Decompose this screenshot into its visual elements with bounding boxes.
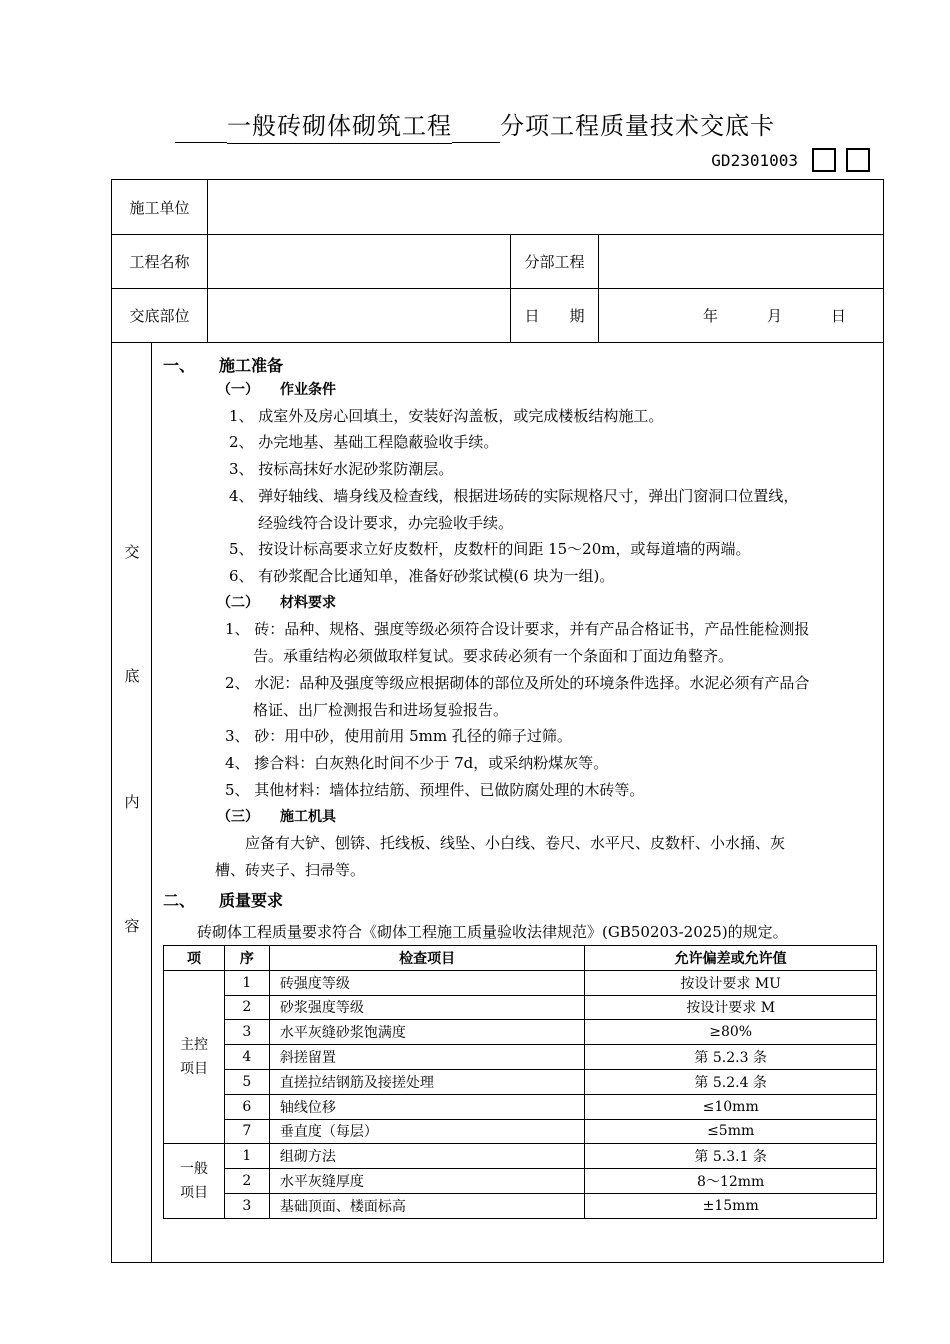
row-value: 第 5.2.4 条 — [585, 1069, 877, 1094]
title-blank-prefix — [175, 112, 227, 143]
row-item: 垂直度（每层） — [269, 1119, 585, 1144]
list-item: 5、 按设计标高要求立好皮数杆，皮数杆的间距 15～20m，或每道墙的两端。 — [229, 540, 751, 558]
row-value: 第 5.2.3 条 — [585, 1045, 877, 1070]
sub-label: 分部工程 — [510, 235, 598, 288]
side-label — [112, 343, 152, 1262]
table-row — [164, 970, 877, 995]
row-project — [112, 235, 883, 289]
row-number: 2 — [224, 995, 269, 1020]
row-value: 第 5.3.1 条 — [585, 1144, 877, 1169]
unit-label: 施工单位 — [129, 198, 190, 217]
row-number: 2 — [224, 1169, 269, 1194]
list-item: 2、 水泥：品种及强度等级应根据砌体的部位及所处的环境条件选择。水泥必须有产品合 — [225, 674, 810, 692]
row-value: ≤10mm — [585, 1094, 877, 1119]
subsection-1-title: （一） 作业条件 — [217, 382, 336, 398]
title-suffix: 分项工程质量技术交底卡 — [500, 112, 775, 140]
list-item: 4、 掺合料：白灰熟化时间不少于 7d，或采纳粉煤灰等。 — [225, 754, 609, 772]
row-item: 直搓拉结钢筋及接搓处理 — [269, 1069, 585, 1094]
header-seq: 序 — [224, 946, 269, 971]
row-number: 4 — [224, 1045, 269, 1070]
header-tolerance: 允许偏差或允许值 — [585, 946, 877, 971]
project-field[interactable] — [207, 235, 510, 288]
section-2-title: 二、 质量要求 — [163, 891, 284, 910]
row-number: 1 — [224, 1144, 269, 1169]
row-number: 6 — [224, 1094, 269, 1119]
form-frame — [111, 179, 884, 1263]
table-row — [164, 1144, 877, 1169]
header-check-item: 检查项目 — [269, 946, 585, 971]
row-unit — [112, 180, 883, 235]
row-number: 1 — [224, 970, 269, 995]
list-item: 5、 其他材料：墙体拉结筋、预埋件、已做防腐处理的木砖等。 — [225, 781, 645, 799]
row-item: 轴线位移 — [269, 1094, 585, 1119]
list-item: 2、 办完地基、基础工程隐蔽验收手续。 — [229, 433, 499, 451]
subsection-3-title: （三） 施工机具 — [217, 809, 336, 825]
document-title — [0, 106, 950, 144]
title-blank-suffix — [452, 112, 500, 143]
row-item: 水平灰缝砂浆饱满度 — [269, 1020, 585, 1045]
document-code: GD2301003 — [711, 150, 798, 170]
date-day: 日 — [831, 307, 847, 325]
row-value: ≥80% — [585, 1020, 877, 1045]
part-label: 交底部位 — [129, 307, 190, 325]
date-year: 年 — [703, 307, 719, 325]
part-field[interactable] — [207, 289, 510, 342]
checkbox-1[interactable] — [812, 148, 836, 172]
side-char-3: 内 — [124, 793, 140, 811]
unit-field[interactable] — [207, 180, 884, 234]
row-number: 5 — [224, 1069, 269, 1094]
list-item-continued: 告。承重结构必须做取样复试。要求砖必须有一个条面和丁面边角整齐。 — [253, 647, 734, 665]
table-row — [164, 1069, 877, 1094]
row-item: 组砌方法 — [269, 1144, 585, 1169]
row-number: 3 — [224, 1020, 269, 1045]
sub-field[interactable] — [598, 235, 884, 288]
row-item: 砂浆强度等级 — [269, 995, 585, 1020]
list-item: 3、 砂：用中砂，使用前用 5mm 孔径的筛子过筛。 — [225, 727, 572, 745]
list-item: 1、 砖：品种、规格、强度等级必须符合设计要求，并有产品合格证书，产品性能检测报 — [225, 620, 810, 638]
row-item: 斜搓留置 — [269, 1045, 585, 1070]
row-part — [112, 289, 883, 343]
side-char-2: 底 — [124, 667, 140, 685]
tools-text: 应备有大铲、刨锛、托线板、线坠、小白线、卷尺、水平尺、皮数杆、小水捅、灰 — [245, 834, 786, 852]
row-value: ≤5mm — [585, 1119, 877, 1144]
header-item-type: 项 — [164, 946, 225, 971]
quality-intro: 砖砌体工程质量要求符合《砌体工程施工质量验收法律规范》(GB50203-2025)的规定。 — [197, 923, 788, 941]
row-number: 7 — [224, 1119, 269, 1144]
list-item-continued: 格证、出厂检测报告和进场复验报告。 — [253, 701, 509, 719]
table-row — [164, 995, 877, 1020]
row-number: 3 — [224, 1193, 269, 1218]
row-value: ±15mm — [585, 1193, 877, 1218]
list-item: 6、 有砂浆配合比通知单，准备好砂浆试模(6 块为一组)。 — [229, 567, 615, 585]
table-row — [164, 1193, 877, 1218]
row-value: 按设计要求 M — [585, 995, 877, 1020]
title-project-type: 一般砖砌体砌筑工程 — [227, 106, 452, 144]
row-item: 基础顶面、楼面标高 — [269, 1193, 585, 1218]
main-control-label: 主控 项目 — [164, 970, 225, 1144]
checkbox-2[interactable] — [846, 148, 870, 172]
list-item: 4、 弹好轴线、墙身线及检查线，根据进场砖的实际规格尺寸，弹出门窗洞口位置线， — [229, 487, 799, 505]
date-field[interactable] — [598, 289, 884, 342]
document-code-area — [711, 148, 870, 172]
date-label: 日 期 — [510, 289, 598, 342]
quality-table — [163, 945, 877, 1219]
project-label: 工程名称 — [129, 253, 190, 271]
row-value: 按设计要求 MU — [585, 970, 877, 995]
table-row — [164, 1119, 877, 1144]
table-row — [164, 1045, 877, 1070]
section-1-title: 一、 施工准备 — [163, 356, 284, 375]
list-item: 3、 按标高抹好水泥砂浆防潮层。 — [229, 460, 454, 478]
date-month: 月 — [767, 307, 783, 325]
side-char-4: 容 — [124, 917, 140, 935]
table-header-row — [164, 946, 877, 971]
table-row — [164, 1094, 877, 1119]
subsection-2-title: （二） 材料要求 — [217, 595, 336, 611]
row-value: 8～12mm — [585, 1169, 877, 1194]
tools-text-continued: 槽、砖夹子、扫帚等。 — [215, 861, 366, 879]
side-char-1: 交 — [124, 543, 140, 561]
row-item: 水平灰缝厚度 — [269, 1169, 585, 1194]
row-item: 砖强度等级 — [269, 970, 585, 995]
general-label: 一般 项目 — [164, 1144, 225, 1218]
list-item-continued: 经验线符合设计要求，办完验收手续。 — [258, 514, 514, 532]
table-row — [164, 1169, 877, 1194]
content-area — [153, 343, 883, 1262]
list-item: 1、 成室外及房心回填土，安装好沟盖板，或完成楼板结构施工。 — [229, 407, 664, 425]
table-row — [164, 1020, 877, 1045]
